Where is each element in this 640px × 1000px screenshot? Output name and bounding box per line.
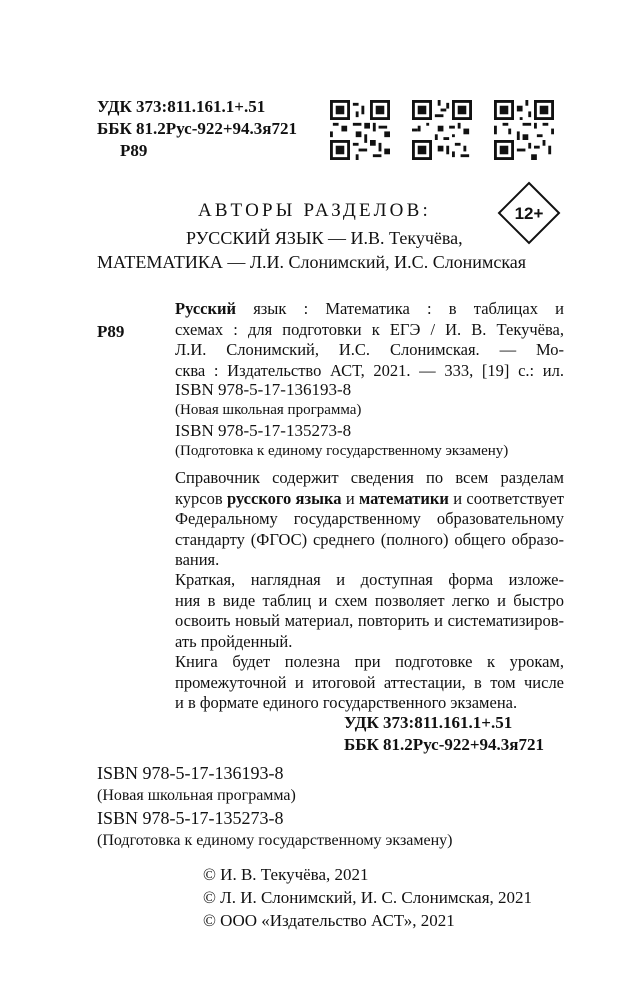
isbn-block-series-2: (Подготовка к единому государственному экзамену) [97, 832, 453, 849]
isbn-block-isbn-1: ISBN 978-5-17-136193-8 [97, 763, 284, 783]
qr-code-2 [412, 100, 472, 160]
qr-code-1 [330, 100, 390, 160]
authors-heading: АВТОРЫ РАЗДЕЛОВ: [198, 200, 431, 221]
annotation-p1-line: Федеральному государственному образовательному [175, 509, 564, 528]
catalog-line-1 [175, 299, 564, 320]
catalog-series-2: (Подготовка к единому государственному экзамену) [175, 443, 509, 459]
authors-line-1: РУССКИЙ ЯЗЫК — И.В. Текучёва, [186, 228, 463, 248]
annotation-p2-line: Краткая, наглядная и доступная форма изложе- [175, 570, 564, 589]
copyright-line: © ООО «Издательство АСТ», 2021 [203, 911, 455, 930]
catalog-code: Р89 [97, 322, 125, 341]
annotation-paragraph-2 [175, 570, 564, 652]
annotation-paragraph-3 [175, 652, 564, 714]
catalog-line-3: Л.И. Слонимский, И.С. Слонимская. — Мо- [175, 340, 564, 359]
header-udk: УДК 373:811.161.1+.51 [97, 97, 266, 116]
qr-code-3 [494, 100, 554, 160]
header-bbk: ББК 81.2Рус-922+94.3я721 [97, 119, 298, 138]
annotation-p3-line: промежуточной и итоговой аттестации, в том числе [175, 672, 564, 692]
catalog-isbn-2: ISBN 978-5-17-135273-8 [175, 421, 352, 440]
catalog-isbn-1: ISBN 978-5-17-136193-8 [175, 380, 352, 399]
annotation-p1-line: Справочник содержит сведения по всем разделам [175, 468, 564, 487]
annotation-p2-line: ать пройденный. [175, 631, 293, 651]
catalog-title-bold: Русский [175, 299, 236, 318]
annotation-p3-line: Книга будет полезна при подготовке к урокам, [175, 652, 564, 671]
annotation-bold-math: математики [358, 488, 449, 508]
copyright-line: © И. В. Текучёва, 2021 [203, 865, 369, 884]
catalog-line-2: схемах : для подготовки к ЕГЭ / И. В. Текучёва, [175, 319, 564, 339]
annotation-p1-line: стандарту (ФГОС) среднего (полного) общего образо- [175, 529, 564, 549]
annotation-udk: УДК 373:811.161.1+.51 [344, 713, 513, 732]
annotation-text: курсов [175, 488, 227, 508]
copyright-line: © Л. И. Слонимский, И. С. Слонимская, 2021 [203, 888, 533, 907]
isbn-block-series-1: (Новая школьная программа) [97, 787, 296, 804]
annotation-p2-line: ния в виде таблиц и схем позволяет легко и быстро [175, 590, 564, 610]
header-code: Р89 [120, 141, 148, 160]
authors-line-2: МАТЕМАТИКА — Л.И. Слонимский, И.С. Слонимская [97, 252, 527, 272]
isbn-block-isbn-2: ISBN 978-5-17-135273-8 [97, 808, 284, 828]
age-rating-text: 12+ [514, 204, 544, 223]
annotation-p1-line: вания. [175, 550, 220, 569]
annotation-text: и [341, 488, 359, 508]
catalog-line-4: сква : Издательство АСТ, 2021. — 333, [19] с.: ил. [175, 360, 564, 380]
annotation-p3-line: и в формате единого государственного экзамена. [175, 693, 518, 712]
annotation-text: и соответствует [448, 488, 564, 508]
annotation-bbk: ББК 81.2Рус-922+94.3я721 [344, 735, 545, 754]
annotation-bold-russian: русского языка [226, 488, 342, 508]
catalog-line-1-rest: язык : Математика : в таблицах и [236, 299, 564, 318]
annotation-p2-line: освоить новый материал, повторить и систематизиров- [175, 611, 564, 630]
annotation-paragraph-1 [175, 468, 564, 571]
annotation-p1-line [175, 489, 564, 510]
age-rating-badge [497, 181, 561, 245]
catalog-series-1: (Новая школьная программа) [175, 402, 362, 418]
catalog-description [175, 299, 564, 381]
